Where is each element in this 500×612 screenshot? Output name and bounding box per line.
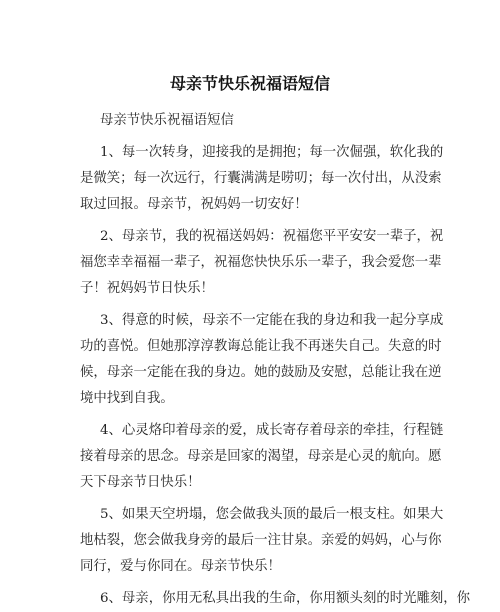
paragraph-line: 6、母亲，你用无私具出我的生命，你用额头刻的时光雕刻，你 <box>100 591 471 606</box>
paragraph-2 <box>80 218 444 302</box>
paragraph-6 <box>80 580 471 612</box>
paragraph-line: 2、母亲节，我的祝福送妈妈：祝福您平平安安一辈子，祝 <box>100 229 444 244</box>
paragraph-line: 功的喜悦。但她那淳淳教诲总能让我不再迷失自己。失意的时 <box>80 339 442 354</box>
paragraph-1 <box>80 134 444 218</box>
paragraph-line: 取过回报。母亲节，祝妈妈一切安好！ <box>80 197 308 212</box>
paragraph-line: 候，母亲一定能在我的身边。她的鼓励及安慰，总能让我在逆 <box>80 365 442 380</box>
paragraph-line: 同行，爱与你同在。母亲节快乐！ <box>80 559 281 574</box>
paragraph-line: 境中找到自我。 <box>80 391 174 406</box>
paragraph-line: 接着母亲的思念。母亲是回家的渴望，母亲是心灵的航向。愿 <box>80 449 442 464</box>
paragraph-line: 1、每一次转身，迎接我的是拥抱；每一次倔强，软化我的 <box>100 145 444 160</box>
paragraph-line: 4、心灵烙印着母亲的爱，成长寄存着母亲的牵挂，行程链 <box>100 423 444 438</box>
paragraph-3 <box>80 302 444 412</box>
document-body <box>80 108 471 612</box>
paragraph-line: 子！祝妈妈节日快乐！ <box>80 281 214 296</box>
paragraph-line: 是微笑；每一次远行，行囊满满是唠叨；每一次付出，从没索 <box>80 171 442 186</box>
paragraph-line: 天下母亲节日快乐！ <box>80 475 201 490</box>
document-title: 母亲节快乐祝福语短信 <box>169 74 330 93</box>
paragraph-line: 3、得意的时候，母亲不一定能在我的身边和我一起分享成 <box>100 313 444 328</box>
paragraph-line: 福您幸幸福福一辈子，祝福您快快乐乐一辈子，我会爱您一辈 <box>80 255 442 270</box>
document-subtitle: 母亲节快乐祝福语短信 <box>100 113 234 128</box>
paragraph-line: 5、如果天空坍塌，您会做我头顶的最后一根支柱。如果大 <box>100 507 444 522</box>
paragraph-4 <box>80 412 444 496</box>
paragraph-line: 地枯裂，您会做我身旁的最后一注甘泉。亲爱的妈妈，心与你 <box>80 533 442 548</box>
paragraph-5 <box>80 496 444 580</box>
